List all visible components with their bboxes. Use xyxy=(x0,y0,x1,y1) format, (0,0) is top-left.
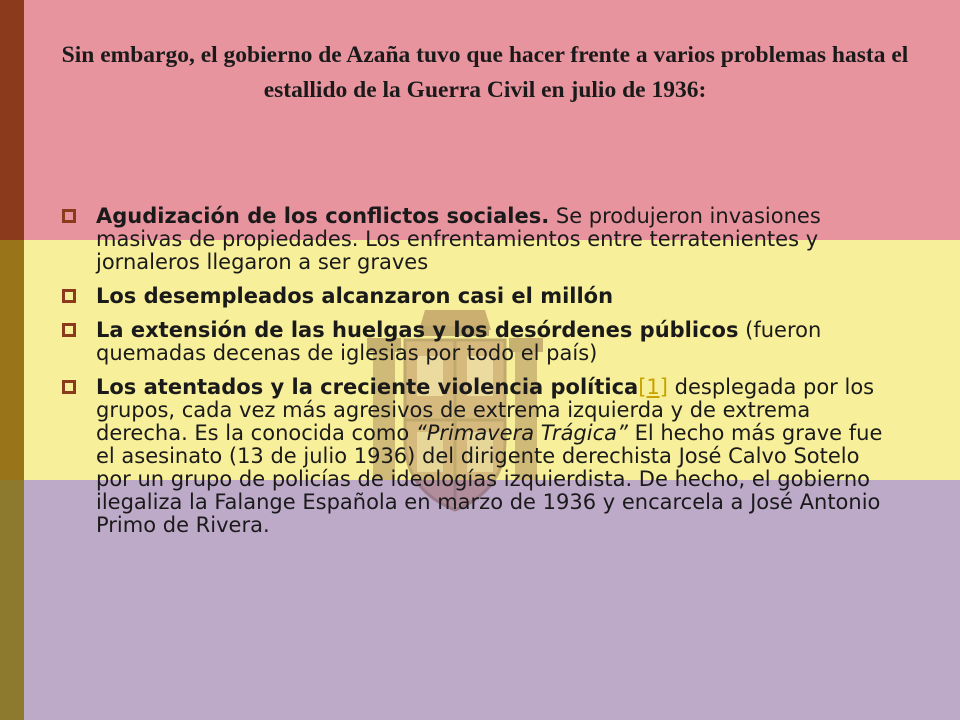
hollow-square-bullet-icon xyxy=(62,209,76,223)
side-bar-middle xyxy=(0,240,24,480)
bullet-text: (fueron quemadas decenas de iglesias por todo el país) xyxy=(96,318,822,365)
bullet-text: desplegada por los grupos, cada vez más agresivos de extrema izquierda y de extrema derecha. Es la conocida como xyxy=(96,375,875,445)
side-bar-bottom xyxy=(0,480,24,720)
bullet-heading: La extensión de las huelgas y los desórdenes públicos xyxy=(96,318,739,342)
bullet-heading: Agudización de los conflictos sociales. xyxy=(96,204,550,228)
bullet-item xyxy=(60,319,890,365)
slide-title: Sin embargo, el gobierno de Azaña tuvo que hacer frente a varios problemas hasta el estallido de la Guerra Civil en julio de 1936: xyxy=(61,42,909,103)
hollow-square-bullet-icon xyxy=(62,289,76,303)
bullet-text-continued: El hecho más grave fue el asesinato (13 de julio 1936) del dirigente derechista José Calvo Sotelo por un grupo de policías de ideologías izquierdista. De hecho, el gobierno ilegaliza la Falange Española en marzo de 1936 y encarcela a José Antonio Primo de Rivera. xyxy=(96,421,883,537)
bullet-heading: Los desempleados alcanzaron casi el millón xyxy=(96,284,614,308)
hollow-square-bullet-icon xyxy=(62,380,76,394)
bullet-heading: Los atentados y la creciente violencia política xyxy=(96,375,639,399)
bullet-item xyxy=(60,376,890,537)
footnote-reference-link[interactable]: [1] xyxy=(638,375,668,399)
bullet-item xyxy=(60,205,890,274)
bullet-text: Se produjeron invasiones masivas de propiedades. Los enfrentamientos entre terratenientes y jornaleros llegaron a ser graves xyxy=(96,204,821,274)
bullet-item xyxy=(60,285,890,308)
hollow-square-bullet-icon xyxy=(62,323,76,337)
side-bar-top xyxy=(0,0,24,240)
bullet-quote: “Primavera Trágica” xyxy=(415,421,628,445)
bullet-list xyxy=(60,205,890,548)
